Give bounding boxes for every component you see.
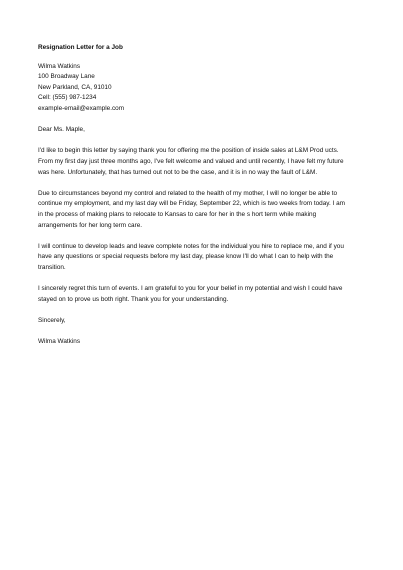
sender-cell: Cell: (555) 987-1234 (38, 94, 97, 102)
paragraph-line: was here. Unfortunately, that has turned out not to be the case, and it is in no way the fault of L&M. (38, 168, 318, 176)
paragraph-line: in the process of making plans to relocate to Kansas to care for her in the s hort term while making (38, 210, 317, 218)
paragraph-line: I will continue to develop leads and leave complete notes for the individual you hire to replace me, and if you (38, 242, 344, 250)
letter-content (38, 43, 373, 348)
sender-street: 100 Broadway Lane (38, 73, 95, 81)
sender-city: New Parkland, CA, 91010 (38, 83, 112, 91)
paragraph-line: have any questions or special requests before my last day, please know I'll do what I can to help with the (38, 253, 334, 261)
letter-title: Resignation Letter for a Job (38, 44, 123, 51)
paragraph-line: Due to circumstances beyond my control and related to the health of my mother, I will no longer be able to (38, 189, 338, 197)
paragraph-line: continue my employment, and my last day will be Friday, September 22, which is two weeks from today. I am (38, 200, 345, 208)
paragraph-line: From my first day just three months ago, I've felt welcome and valued and until recently, I have felt my future (38, 157, 344, 165)
paragraph-line: arrangements for her long term care. (38, 221, 143, 229)
salutation-text: Dear Ms. Maple, (38, 126, 85, 134)
paragraph-line: transition. (38, 263, 66, 271)
closing (38, 316, 373, 327)
paragraph-4 (38, 284, 373, 305)
signature-name: Wilma Watkins (38, 338, 81, 346)
paragraph-line: stayed on to prove us both right. Thank you for your understanding. (38, 295, 229, 303)
sender-name: Wilma Watkins (38, 62, 81, 70)
paragraph-3 (38, 242, 373, 274)
sender-email: example-email@example.com (38, 104, 125, 112)
sender-address (38, 62, 373, 115)
paragraph-line: I sincerely regret this turn of events. I am grateful to you for your belief in my potential and wish I could have (38, 285, 343, 293)
paragraph-line: I'd like to begin this letter by saying thank you for offering me the position of inside sales at L&M Prod ucts. (38, 147, 339, 155)
paragraph-2 (38, 189, 373, 231)
closing-text: Sincerely, (38, 316, 66, 324)
signature (38, 337, 373, 348)
paragraph-1 (38, 146, 373, 178)
salutation (38, 125, 373, 136)
